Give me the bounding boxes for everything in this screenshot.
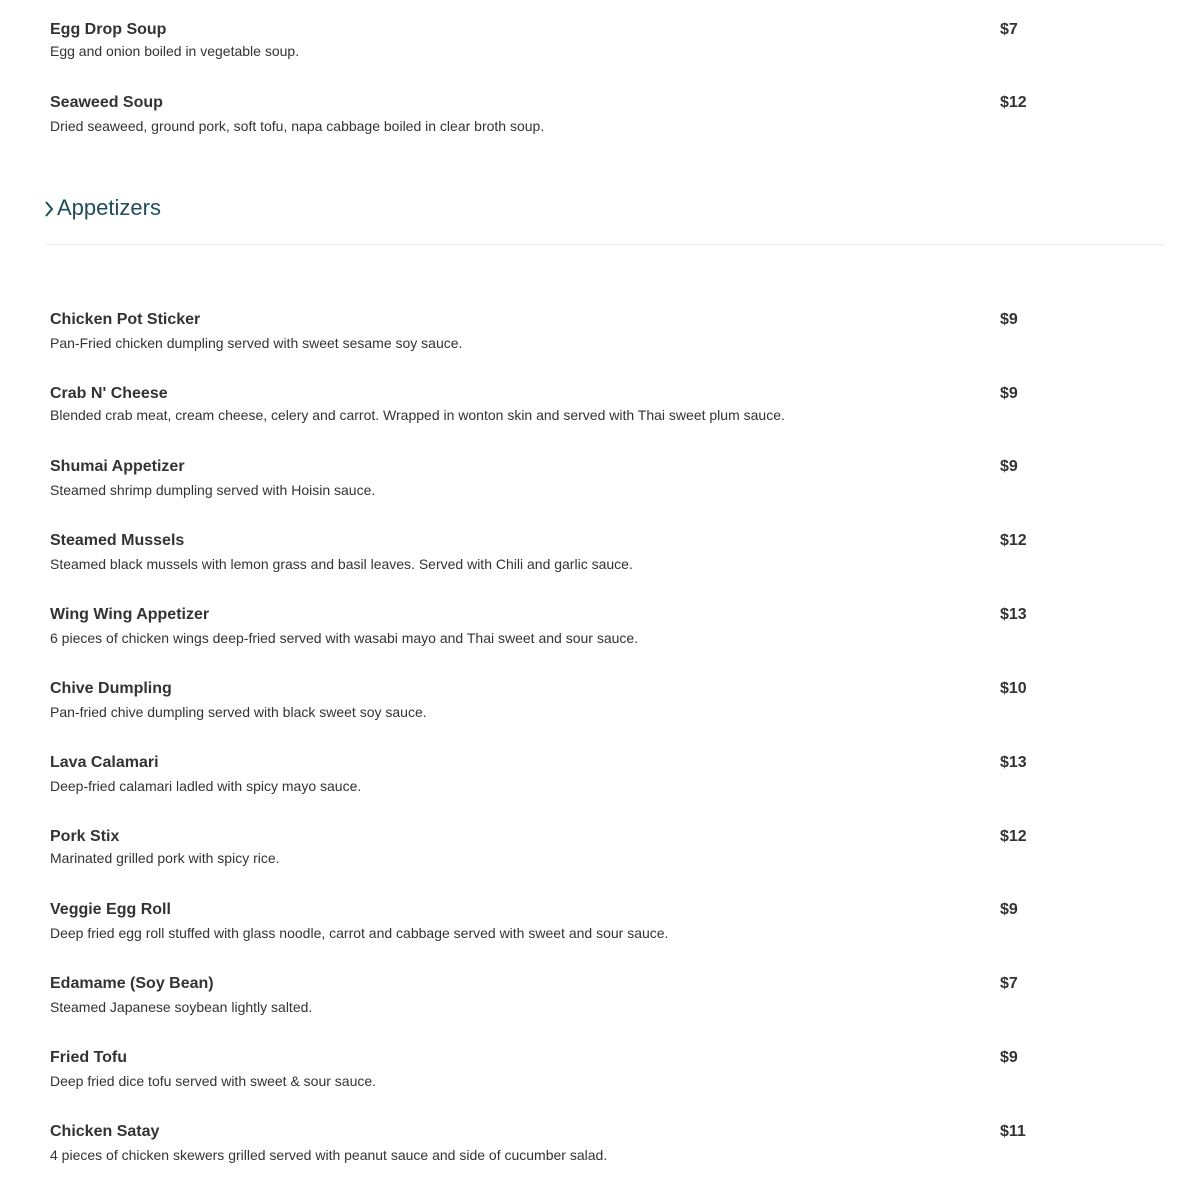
item-price: $9 [1000,385,1018,402]
section-divider [46,244,1164,245]
item-price: $12 [1000,94,1027,111]
item-name: Seaweed Soup [50,94,163,111]
item-price: $10 [1000,680,1027,697]
item-price: $9 [1000,1049,1018,1066]
item-name: Wing Wing Appetizer [50,606,210,623]
item-price: $9 [1000,458,1018,475]
item-name: Chive Dumpling [50,680,172,697]
item-description: Pan-Fried chicken dumpling served with sweet sesame soy sauce. [50,335,463,351]
item-name: Chicken Pot Sticker [50,311,201,328]
item-price: $7 [1000,975,1018,992]
item-name: Pork Stix [50,828,120,845]
item-description: 4 pieces of chicken skewers grilled served with peanut sauce and side of cucumber salad. [50,1147,608,1163]
item-name: Shumai Appetizer [50,458,185,475]
item-description: Steamed Japanese soybean lightly salted. [50,999,313,1015]
item-name: Crab N' Cheese [50,385,168,402]
item-price: $7 [1000,21,1018,38]
item-description: Steamed black mussels with lemon grass and basil leaves. Served with Chili and garlic sauce. [50,556,633,572]
item-description: Deep fried dice tofu served with sweet & sour sauce. [50,1073,377,1089]
item-description: Steamed shrimp dumpling served with Hoisin sauce. [50,482,376,498]
item-price: $11 [1000,1123,1026,1140]
item-name: Steamed Mussels [50,532,185,549]
item-description: Egg and onion boiled in vegetable soup. [50,43,300,59]
item-price: $12 [1000,532,1027,549]
item-description: Dried seaweed, ground pork, soft tofu, napa cabbage boiled in clear broth soup. [50,118,545,134]
item-name: Fried Tofu [50,1049,128,1066]
item-price: $13 [1000,606,1027,623]
item-name: Egg Drop Soup [50,21,167,38]
item-price: $13 [1000,754,1027,771]
section-title: Appetizers [57,195,161,220]
item-name: Lava Calamari [50,754,159,771]
item-description: Blended crab meat, cream cheese, celery and carrot. Wrapped in wonton skin and served with Thai sweet plum sauce. [50,407,785,423]
item-price: $12 [1000,828,1027,845]
chevron-right-icon [44,193,56,223]
item-price: $9 [1000,901,1018,918]
item-price: $9 [1000,311,1018,328]
item-name: Chicken Satay [50,1123,160,1140]
section-header-appetizers[interactable] [44,193,161,223]
item-description: Marinated grilled pork with spicy rice. [50,850,280,866]
item-name: Edamame (Soy Bean) [50,975,214,992]
item-description: Deep-fried calamari ladled with spicy mayo sauce. [50,778,362,794]
item-description: Pan-fried chive dumpling served with black sweet soy sauce. [50,704,427,720]
item-description: Deep fried egg roll stuffed with glass noodle, carrot and cabbage served with sweet and sour sauce. [50,925,669,941]
item-description: 6 pieces of chicken wings deep-fried served with wasabi mayo and Thai sweet and sour sauce. [50,630,639,646]
item-name: Veggie Egg Roll [50,901,171,918]
